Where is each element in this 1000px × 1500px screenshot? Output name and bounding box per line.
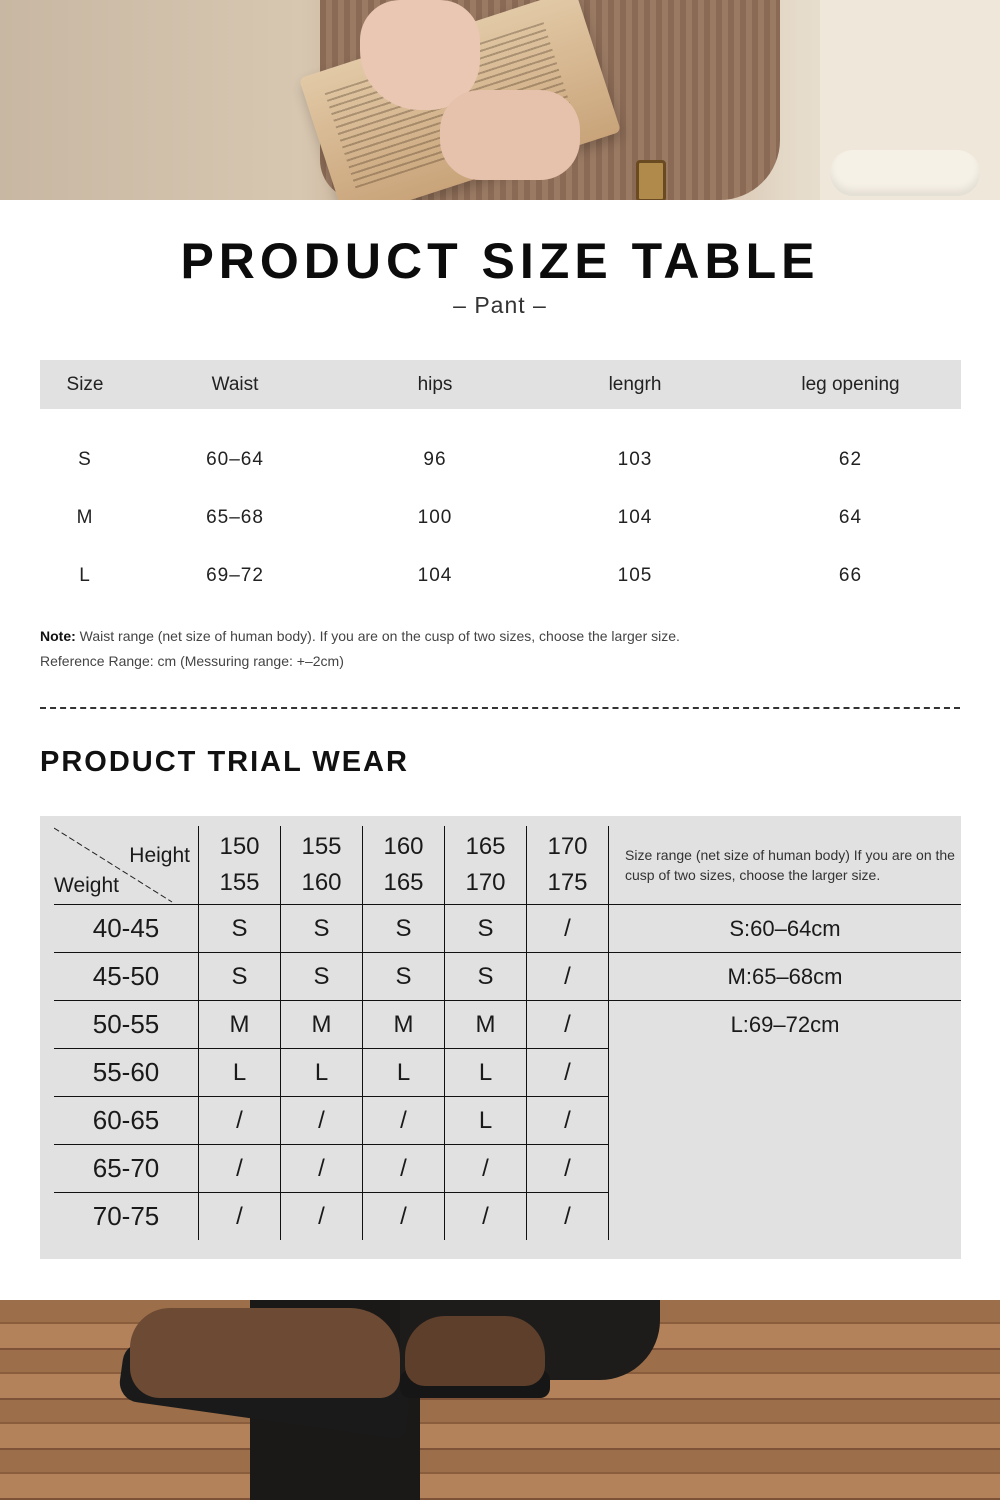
cell-size: S	[78, 449, 92, 470]
height-col	[445, 826, 527, 905]
size-cell: L	[445, 1049, 527, 1097]
table-row	[54, 1097, 961, 1145]
height-bottom: 165	[383, 869, 424, 896]
dashed-divider	[40, 707, 960, 709]
corner-cell	[54, 826, 199, 905]
weight-cell: 55-60	[54, 1049, 199, 1097]
size-cell: /	[281, 1193, 363, 1241]
table-row	[54, 953, 961, 1001]
size-cell: /	[363, 1097, 445, 1145]
size-cell: S	[199, 953, 281, 1001]
size-cell: /	[527, 1097, 609, 1145]
range-s: S:60–64cm	[609, 905, 962, 953]
height-bottom: 155	[219, 869, 260, 896]
cell-waist: 69–72	[206, 565, 264, 586]
size-table	[40, 360, 961, 605]
note-text: Waist range (net size of human body). If you are on the cusp of two sizes, choose the larger size.	[79, 628, 680, 644]
size-cell: L	[199, 1049, 281, 1097]
size-cell: /	[199, 1145, 281, 1193]
cell-hips: 100	[417, 507, 453, 528]
height-col	[281, 826, 363, 905]
photo-paper-roll	[830, 150, 980, 196]
cell-leg-opening: 64	[838, 507, 863, 528]
height-col	[527, 826, 609, 905]
height-top: 160	[383, 833, 424, 860]
height-top: 150	[219, 833, 260, 860]
page-subtitle: – Pant –	[453, 292, 547, 318]
cell-hips: 96	[423, 449, 447, 470]
size-cell: /	[445, 1145, 527, 1193]
cell-size: M	[76, 507, 94, 528]
top-photo	[0, 0, 1000, 200]
cell-waist: 65–68	[206, 507, 264, 528]
table-row	[40, 431, 961, 489]
bottom-photo	[0, 1300, 1000, 1500]
cell-size: L	[79, 565, 91, 586]
height-bottom: 160	[301, 869, 342, 896]
weight-cell: 65-70	[54, 1145, 199, 1193]
size-cell: /	[527, 905, 609, 953]
table-row	[54, 1049, 961, 1097]
size-cell: S	[199, 905, 281, 953]
size-cell: M	[363, 1001, 445, 1049]
photo-hand-lower	[440, 90, 580, 180]
size-cell: /	[199, 1097, 281, 1145]
size-cell: /	[363, 1193, 445, 1241]
cell-leg-opening: 66	[838, 565, 863, 586]
photo-watch	[636, 160, 666, 200]
size-table-header	[40, 360, 961, 409]
size-cell: S	[281, 905, 363, 953]
trial-wear-panel	[40, 816, 961, 1259]
size-cell: /	[527, 1049, 609, 1097]
size-cell: /	[445, 1193, 527, 1241]
size-cell: L	[445, 1097, 527, 1145]
size-range-info: Size range (net size of human body) If you are on the cusp of two sizes, choose the larger size.	[609, 826, 962, 905]
table-row	[40, 489, 961, 547]
size-cell: /	[527, 1193, 609, 1241]
range-l: L:69–72cm	[730, 1011, 840, 1037]
table-row	[54, 1145, 961, 1193]
trial-wear-table	[54, 826, 961, 1240]
header-leg-opening: leg opening	[801, 373, 900, 395]
cell-length: 105	[617, 565, 653, 586]
cell-waist: 60–64	[206, 449, 264, 470]
header-size: Size	[66, 373, 104, 395]
cell-length: 104	[617, 507, 653, 528]
table-row	[54, 1193, 961, 1241]
weight-cell: 50-55	[54, 1001, 199, 1049]
height-label: Height	[129, 844, 190, 867]
height-bottom: 175	[547, 869, 588, 896]
size-cell: S	[445, 953, 527, 1001]
weight-cell: 45-50	[54, 953, 199, 1001]
size-cell: M	[199, 1001, 281, 1049]
range-empty	[609, 1145, 962, 1193]
size-cell: /	[281, 1097, 363, 1145]
trial-header-row	[54, 826, 961, 905]
range-empty	[609, 1049, 962, 1097]
table-row	[54, 1001, 961, 1049]
range-m: M:65–68cm	[609, 953, 962, 1001]
size-note	[40, 624, 680, 674]
range-empty	[609, 1097, 962, 1145]
height-top: 165	[465, 833, 506, 860]
height-col	[199, 826, 281, 905]
size-cell: /	[527, 1145, 609, 1193]
size-cell: S	[363, 905, 445, 953]
size-cell: /	[363, 1145, 445, 1193]
trial-title: PRODUCT TRIAL WEAR	[40, 746, 409, 778]
header-waist: Waist	[211, 373, 259, 395]
cell-leg-opening: 62	[838, 449, 863, 470]
weight-label: Weight	[54, 874, 119, 897]
size-cell: S	[363, 953, 445, 1001]
height-top: 155	[301, 833, 342, 860]
size-cell: S	[281, 953, 363, 1001]
size-cell: /	[281, 1145, 363, 1193]
size-cell: L	[281, 1049, 363, 1097]
weight-cell: 70-75	[54, 1193, 199, 1241]
size-cell: L	[363, 1049, 445, 1097]
page-title: PRODUCT SIZE TABLE	[180, 233, 820, 289]
height-top: 170	[547, 833, 588, 860]
size-cell: M	[281, 1001, 363, 1049]
table-row	[54, 905, 961, 953]
photo-shoe-right	[405, 1316, 545, 1386]
height-bottom: 170	[465, 869, 506, 896]
size-cell: /	[199, 1193, 281, 1241]
weight-cell: 40-45	[54, 905, 199, 953]
weight-cell: 60-65	[54, 1097, 199, 1145]
header-hips: hips	[417, 373, 453, 395]
header-length: lengrh	[608, 373, 662, 395]
range-empty	[609, 1193, 962, 1241]
size-cell: /	[527, 953, 609, 1001]
height-col	[363, 826, 445, 905]
size-cell: /	[527, 1001, 609, 1049]
photo-shoe-left	[130, 1308, 400, 1398]
table-row	[40, 547, 961, 605]
cell-length: 103	[617, 449, 653, 470]
note-label: Note:	[40, 628, 76, 644]
note-reference: Reference Range: cm (Messuring range: +–2cm)	[40, 653, 344, 669]
cell-hips: 104	[417, 565, 453, 586]
size-cell: S	[445, 905, 527, 953]
size-cell: M	[445, 1001, 527, 1049]
